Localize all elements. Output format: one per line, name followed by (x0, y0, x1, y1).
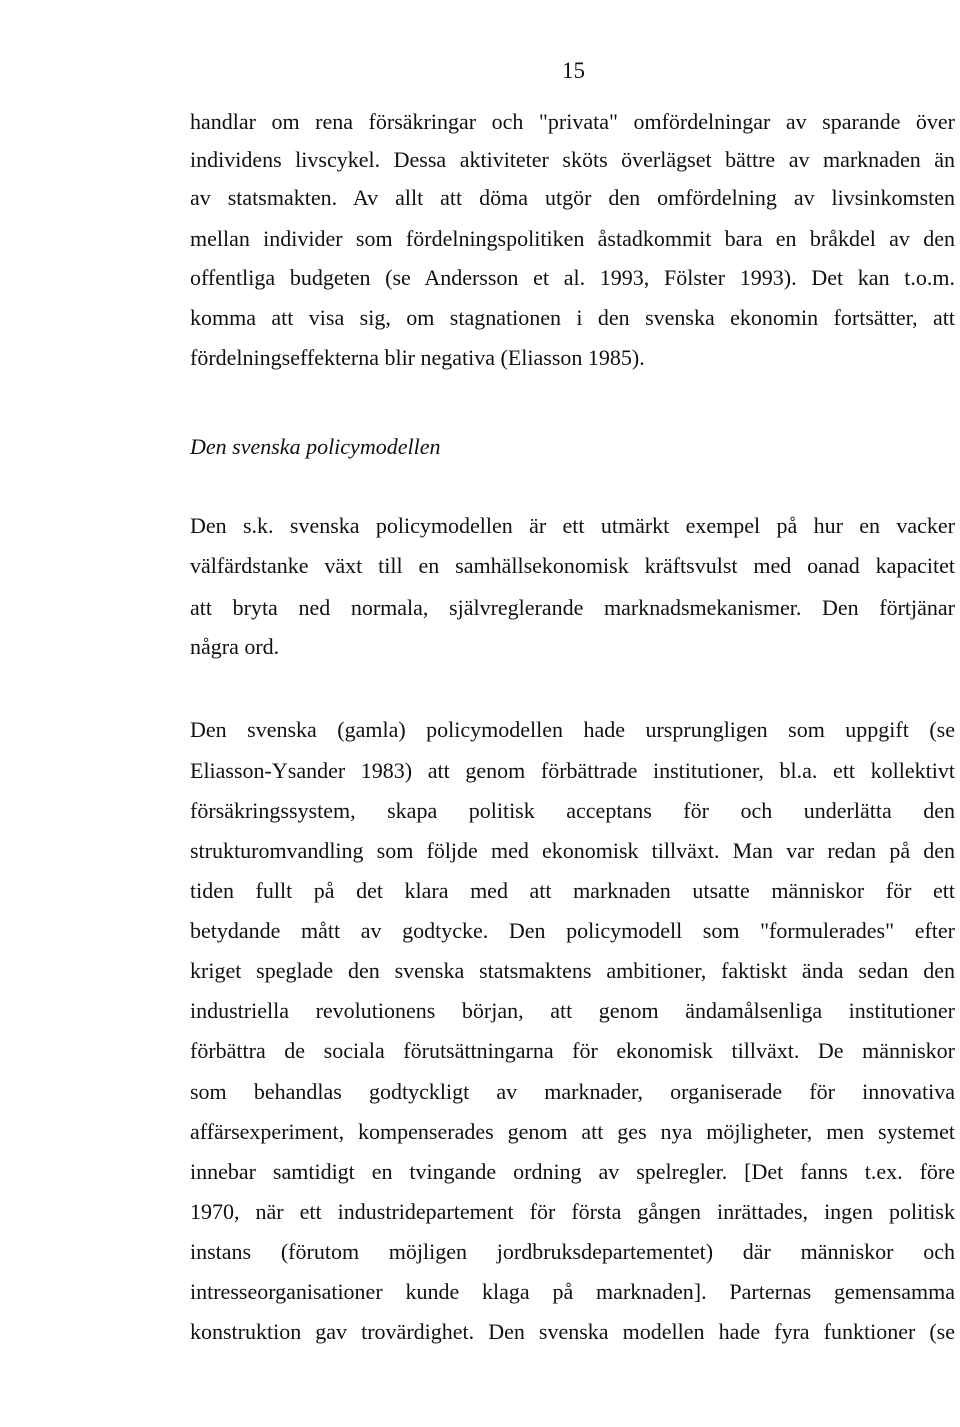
text-line: intresseorganisationer kunde klaga på marknaden]. Parternas gemensamma (190, 1279, 955, 1304)
text-line: komma att visa sig, om stagnationen i den svenska ekonomin fortsätter, att (190, 305, 955, 330)
text-line: offentliga budgeten (se Andersson et al. 1993, Fölster 1993). Det kan t.o.m. (190, 265, 955, 290)
text-line: att bryta ned normala, självreglerande marknadsmekanismer. Den förtjänar (190, 595, 955, 620)
text-line: försäkringssystem, skapa politisk acceptans för och underlätta den (190, 798, 955, 823)
text-line: industriella revolutionens början, att genom ändamålsenliga institutioner (190, 998, 955, 1023)
text-line: strukturomvandling som följde med ekonomisk tillväxt. Man var redan på den (190, 838, 955, 863)
text-line: Den svenska (gamla) policymodellen hade ursprungligen som uppgift (se (190, 717, 955, 742)
text-line: välfärdstanke växt till en samhällsekonomisk kräftsvulst med oanad kapacitet (190, 553, 955, 578)
text-line: individens livscykel. Dessa aktiviteter sköts överlägset bättre av marknaden än (190, 147, 955, 172)
text-line: 1970, när ett industridepartement för första gången inrättades, ingen politisk (190, 1199, 955, 1224)
text-line: konstruktion gav trovärdighet. Den svenska modellen hade fyra funktioner (se (190, 1319, 955, 1344)
text-line: förbättra de sociala förutsättningarna för ekonomisk tillväxt. De människor (190, 1038, 955, 1063)
text-line: några ord. (190, 634, 280, 659)
text-line: kriget speglade den svenska statsmaktens ambitioner, faktiskt ända sedan den (190, 958, 955, 983)
text-line: handlar om rena försäkringar och "privata" omfördelningar av sparande över (190, 109, 955, 134)
text-line: betydande mått av godtycke. Den policymodell som "formulerades" efter (190, 918, 955, 943)
text-line: tiden fullt på det klara med att marknaden utsatte människor för ett (190, 878, 955, 903)
text-line: av statsmakten. Av allt att döma utgör den omfördelning av livsinkomsten (190, 185, 955, 210)
text-line: instans (förutom möjligen jordbruksdepartementet) där människor och (190, 1239, 955, 1264)
text-line: fördelningseffekterna blir negativa (Eliasson 1985). (190, 345, 645, 370)
text-line: affärsexperiment, kompenserades genom att ges nya möjligheter, men systemet (190, 1119, 955, 1144)
text-line: Den s.k. svenska policymodellen är ett utmärkt exempel på hur en vacker (190, 513, 955, 538)
text-line: mellan individer som fördelningspolitiken åstadkommit bara en bråkdel av den (190, 226, 955, 251)
text-line: Eliasson-Ysander 1983) att genom förbättrade institutioner, bl.a. ett kollektivt (190, 758, 955, 783)
text-line: innebar samtidigt en tvingande ordning av spelregler. [Det fanns t.ex. före (190, 1159, 955, 1184)
text-line: som behandlas godtyckligt av marknader, organiserade för innovativa (190, 1079, 955, 1104)
page-number: 15 (562, 58, 585, 83)
section-heading: Den svenska policymodellen (190, 434, 441, 459)
